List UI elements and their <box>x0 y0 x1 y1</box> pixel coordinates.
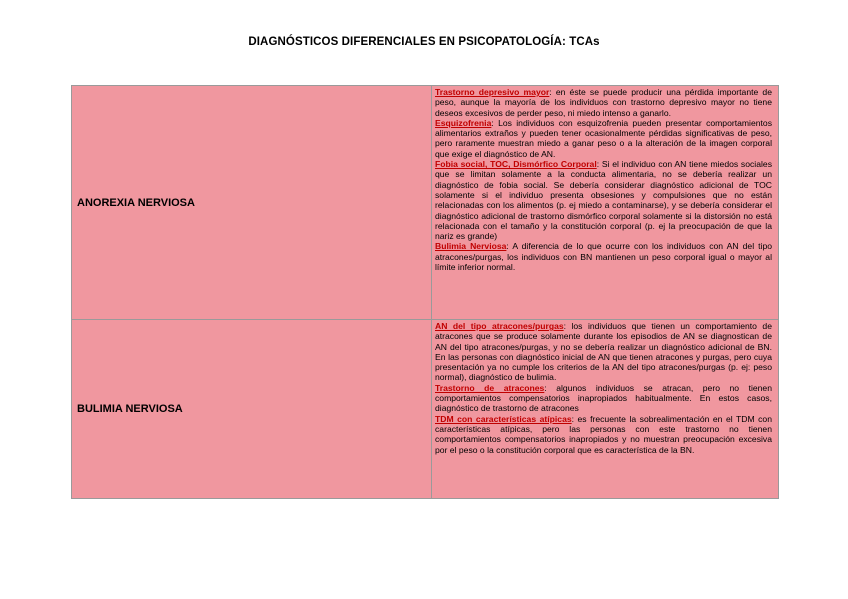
differential-entry <box>435 87 772 118</box>
differential-entry <box>435 383 772 414</box>
differential-heading: Trastorno depresivo mayor <box>435 87 550 97</box>
disorder-label-anorexia: ANOREXIA NERVIOSA <box>72 86 432 320</box>
differentials-cell-anorexia <box>432 86 779 320</box>
differential-entry <box>435 159 772 241</box>
differential-text: algunos individuos se atracan, pero no tienen comportamientos compensatorios inapropiados habitualmente. En estos casos, diagnóstico de trastorno de atracones <box>435 382 772 414</box>
differential-heading: TDM con características atípicas <box>435 413 572 424</box>
heading-separator: : <box>596 159 600 170</box>
differential-entry <box>435 414 772 455</box>
differential-heading: Bulimia Nerviosa <box>435 241 507 252</box>
differential-text: Los individuos con esquizofrenia pueden presentar comportamientos alimentarios extraños y pueden tener ocasionalmente pérdidas significativas de peso, pero raramente muestran miedo a ganar peso o a la alteración de la imagen corporal que exige el diagnóstico de AN. <box>435 117 772 159</box>
disorder-label-bulimia: BULIMIA NERVIOSA <box>72 320 432 499</box>
differential-heading: Trastorno de atracones <box>435 382 545 393</box>
differential-text: en éste se puede producir una pérdida importante de peso, aunque la mayoría de los individuos con trastorno depresivo mayor no tiene deseos excesivos de perder peso, ni miedo intenso a ganarlo. <box>435 87 772 118</box>
heading-separator: : <box>491 117 494 128</box>
differential-entry <box>435 118 772 159</box>
heading-separator: : <box>563 321 567 331</box>
differentials-cell-bulimia <box>432 320 779 499</box>
differential-text: Si el individuo con AN tiene miedos sociales que se limitan solamente a la conducta alimentaria, no se debería realizar un diagnóstico de fobia social. Se debería considerar diagnóstico adicional de TOC solamente si el individuo presenta obsesiones y compulsiones que no están relacionadas con los alimentos (p. ej miedo a contaminarse), y se debería considerar el diagnóstico adicional de trastorno dismórfico corporal solamente si la distorsión no está relacionada con el tamaño y la constitución corporal (p. ej la preocupación de que la nariz es grande) <box>435 159 772 242</box>
differential-entry <box>435 241 772 272</box>
differential-text: A diferencia de lo que ocurre con los individuos con AN del tipo atracones/purgas, los individuos con BN mantienen un peso corporal igual o mayor al límite inferior normal. <box>435 241 773 273</box>
heading-separator: : <box>506 241 509 252</box>
differential-heading: AN del tipo atracones/purgas <box>435 321 564 331</box>
heading-separator: : <box>549 87 552 97</box>
heading-separator: : <box>544 382 547 393</box>
differential-text: los individuos que tienen un comportamiento de atracones que se produce solamente durante los episodios de AN se diagnostican de AN del tipo atracones/purgas, y no se debería realizar un diagnóstico adicional de BN. En las personas con diagnóstico inicial de AN que tienen atracones y purgas, pero cuya presentación ya no cumple los criterios de la AN del tipo atracones/purgas (p. ej: peso normal), diagnóstico de bulimia. <box>435 321 772 383</box>
table-row-anorexia <box>72 86 779 320</box>
page-title: DIAGNÓSTICOS DIFERENCIALES EN PSICOPATOLOGÍA: TCAs <box>248 36 600 48</box>
heading-separator: : <box>571 413 575 424</box>
differential-heading: Esquizofrenia <box>435 117 492 128</box>
table-row-bulimia <box>72 320 779 499</box>
differential-diagnosis-table <box>71 85 779 499</box>
differential-entry <box>435 321 772 383</box>
differential-heading: Fobia social, TOC, Dismórfico Corporal <box>435 159 597 170</box>
differential-text: es frecuente la sobrealimentación en el TDM con características atípicas, pero las personas con este trastorno no tienen comportamientos compensatorios inapropiados y no muestran preocupación excesiva por el peso o la constitución corporal que es característica de la BN. <box>435 413 772 455</box>
